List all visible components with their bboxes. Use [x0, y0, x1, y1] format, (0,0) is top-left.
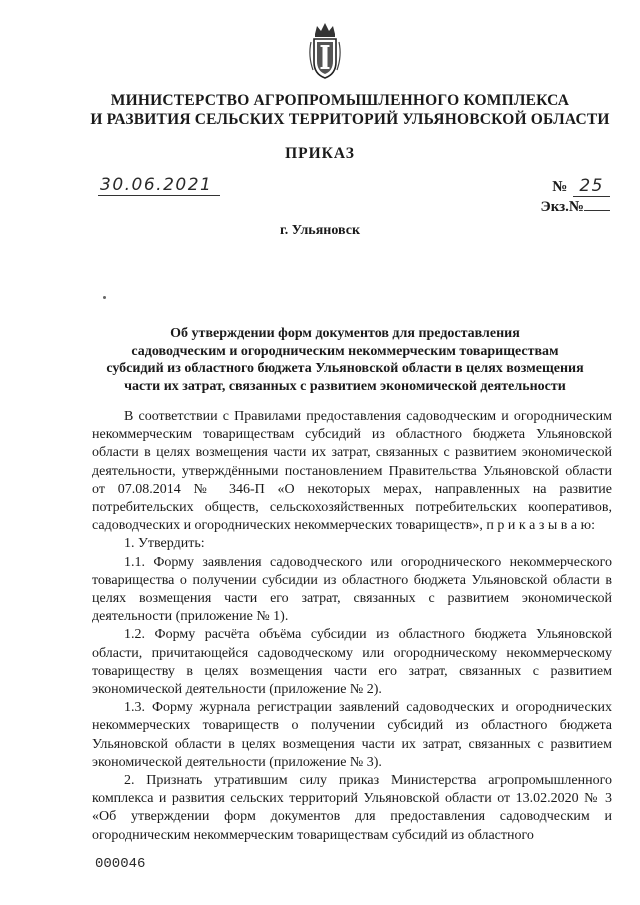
body-paragraph-item-1: 1. Утвердить:	[124, 536, 205, 552]
body-paragraph-item-1-1: 1.1. Форму заявления садоводческого или огороднического некоммерческого товарищества о получении субсидии из областного бюджета Ульяновской области в целях возмещения части его затрат, связанных с развитием экономической деятельности (приложение № 1).	[92, 554, 612, 625]
body-paragraph-preamble: В соответствии с Правилами предоставления садоводческим и огородническим некоммерческим товариществам субсидий из областного бюджета Ульяновской области в целях возмещения части их затрат, связанных с развитием экономической деятельности, утверждёнными постановлением Правительства Ульяновской области от 07.08.2014 № 346-П «О некоторых мерах, направленных на развитие потребительских обществ, сельскохозяйственных потребительских кооперативов, садоводческих и огороднических некоммерческих товариществ», п р и к а з ы в а ю:	[92, 409, 612, 534]
body-paragraph-item-1-3: 1.3. Форму журнала регистрации заявлений садоводческих и огороднических некоммерческих товариществ о получении субсидий из областного бюджета Ульяновской области в целях возмещения части их затрат, связанных с развитием экономической деятельности (приложение № 3).	[92, 700, 612, 770]
copy-number	[541, 198, 610, 216]
ministry-name-line1: МИНИСТЕРСТВО АГРОПРОМЫШЛЕННОГО КОМПЛЕКСА	[110, 92, 570, 109]
order-subject	[60, 325, 630, 395]
subject-line: части их затрат, связанных с развитием экономической деятельности	[124, 378, 566, 394]
subject-line: Об утверждении форм документов для предоставления	[170, 326, 520, 341]
body-paragraph-item-1-2: 1.2. Форму расчёта объёма субсидии из областного бюджета Ульяновской области, причитающейся садоводческому или огородническому некоммерческому товариществу в целях возмещения части его затрат, связанных с развитием экономической деятельности (приложение № 2).	[92, 627, 612, 698]
subject-line: садоводческим и огородническим некоммерческим товариществам	[131, 343, 559, 359]
body-paragraph-item-2: 2. Признать утратившим силу приказ Министерства агропромышленного комплекса и развития сельских территорий Ульяновской области от 13.02.2020 № 3 «Об утверждении форм документов для предоставления садоводческим и огородническим некоммерческим товариществам субсидий из областного	[92, 773, 612, 843]
document-type-title: ПРИКАЗ	[285, 145, 355, 162]
city-name: г. Ульяновск	[279, 223, 361, 238]
coat-of-arms-icon	[305, 20, 345, 82]
subject-line: субсидий из областного бюджета Ульяновской области в целях возмещения	[106, 361, 584, 377]
copy-label: Экз.№	[540, 199, 584, 215]
copy-number-blank	[584, 198, 610, 211]
scan-speck	[103, 296, 106, 299]
handwritten-date: 30.06.2021	[98, 175, 220, 196]
page-code: 000046	[95, 856, 146, 872]
order-number	[552, 176, 610, 196]
order-body	[92, 408, 612, 845]
ministry-name-line2: И РАЗВИТИЯ СЕЛЬСКИХ ТЕРРИТОРИЙ УЛЬЯНОВСКОЙ ОБЛАСТИ	[90, 111, 610, 128]
handwritten-number: 25	[573, 176, 610, 197]
number-label: №	[552, 179, 568, 195]
